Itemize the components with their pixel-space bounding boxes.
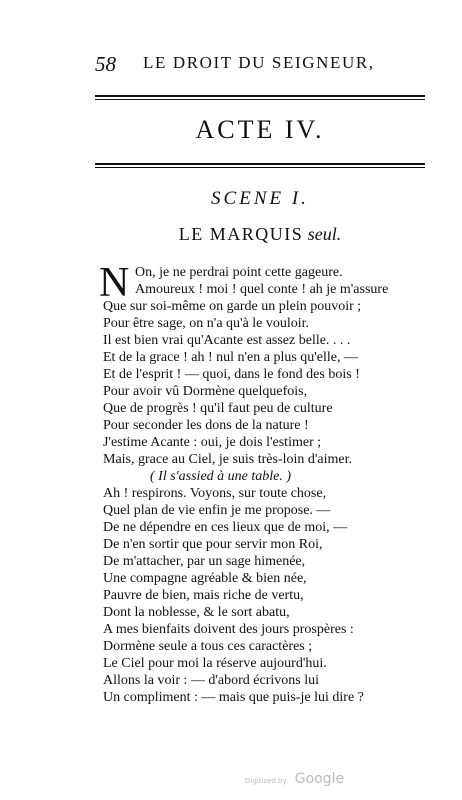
speaker-note: seul.	[307, 224, 342, 244]
verse-line: Et de la grace ! ah ! nul n'en a plus qu'elle, —	[103, 350, 359, 365]
verse-line: Pour avoir vû Dormène quelquefois,	[103, 384, 308, 399]
verse-line: Que de progrès ! qu'il faut peu de culture	[103, 401, 333, 416]
verse-line: Pauvre de bien, mais riche de vertu,	[103, 588, 304, 603]
verse-line: Il est bien vrai qu'Acante est assez belle. . . .	[103, 333, 351, 348]
verse-line: Allons la voir : — d'abord écrivons lui	[103, 673, 319, 688]
verse-line: De m'attacher, par un sage himenée,	[103, 554, 306, 569]
drop-cap: N	[99, 260, 130, 306]
verse-line: Quel plan de vie enfin je me propose. —	[103, 503, 331, 518]
running-title: LE DROIT DU SEIGNEUR,	[143, 53, 375, 72]
verse-line: A mes bienfaits doivent des jours prospères :	[103, 622, 354, 637]
verse-line: Mais, grace au Ciel, je suis très-loin d'aimer.	[103, 452, 353, 467]
verse-line: J'estime Acante : oui, je dois l'estimer ;	[103, 435, 322, 450]
verse-line: Dormène seule a tous ces caractères ;	[103, 639, 313, 654]
speaker-name: LE MARQUIS	[178, 224, 304, 244]
act-title: ACTE IV.	[195, 115, 325, 144]
digitized-watermark	[245, 768, 344, 787]
verse-line: Pour seconder les dons de la nature !	[103, 418, 309, 433]
verse-line: De n'en sortir que pour servir mon Roi,	[103, 537, 323, 552]
stage-direction: ( Il s'assied à une table. )	[150, 469, 292, 484]
page-number: 58	[95, 52, 116, 76]
verse-line: Dont la noblesse, & le sort abatu,	[103, 605, 290, 620]
verse-line: Et de l'esprit ! — quoi, dans le fond des bois !	[103, 367, 360, 382]
scene-title: SCENE I.	[211, 188, 309, 209]
verse-line: De ne dépendre en ces lieux que de moi, —	[103, 520, 348, 535]
verse-line: Une compagne agréable & bien née,	[103, 571, 307, 586]
verse-line: Ah ! respirons. Voyons, sur toute chose,	[103, 486, 327, 501]
verse-line: Que sur soi-même on garde un plein pouvoir ;	[103, 299, 362, 314]
verse-line: Pour être sage, on n'a qu'à le vouloir.	[103, 316, 310, 331]
verse-line: On, je ne perdrai point cette gageure.	[135, 265, 343, 280]
google-logo: Google	[294, 771, 345, 787]
verse-line: Le Ciel pour moi la réserve aujourd'hui.	[103, 656, 327, 671]
digitized-prefix: Digitized by	[245, 777, 287, 785]
verse-line: Un compliment : — mais que puis-je lui dire ?	[103, 690, 364, 705]
verse-line: Amoureux ! moi ! quel conte ! ah je m'assure	[135, 282, 389, 297]
